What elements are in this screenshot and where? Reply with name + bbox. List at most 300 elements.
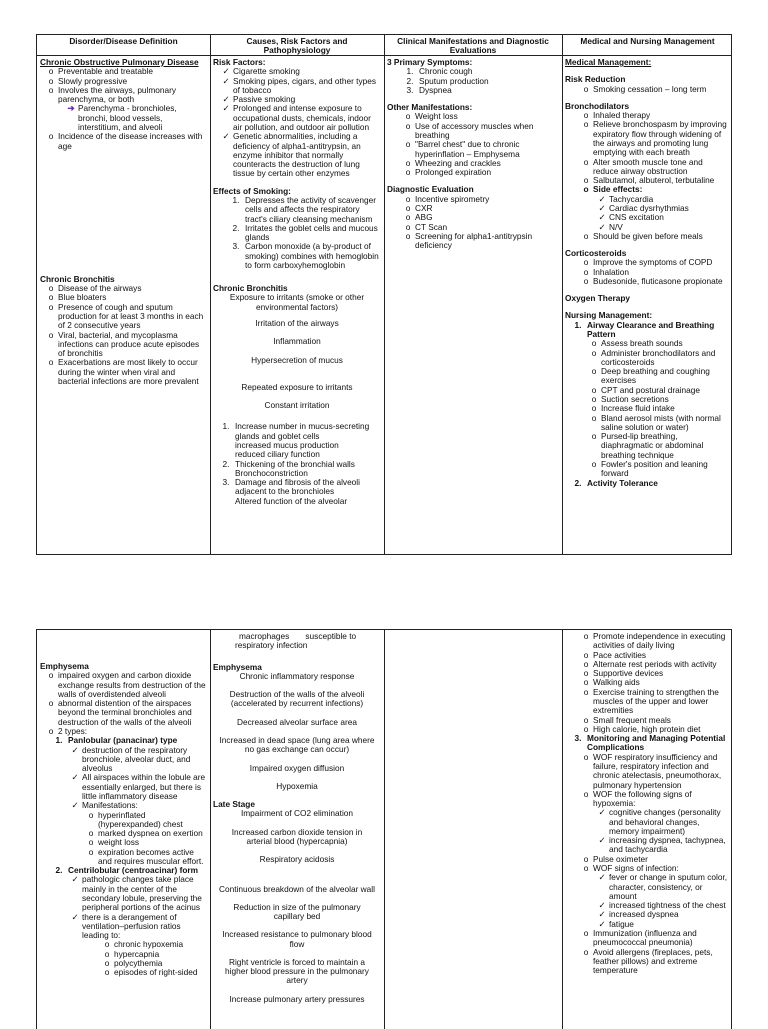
column-causes-cont (210, 630, 384, 1029)
flow-step: Decreased alveolar surface area (237, 716, 357, 727)
circle-bullet-icon: o (583, 184, 589, 195)
flow-step: Destruction of the walls of the alveoli (accelerated by recurrent infections) (229, 689, 365, 709)
list-item (213, 132, 381, 178)
list-item-text: ABG (415, 212, 433, 223)
section-heading: Other Manifestations: (387, 102, 473, 113)
circle-bullet-icon: o (583, 631, 589, 641)
circle-bullet-icon: o (591, 338, 597, 349)
arrow-bullet-icon: ➔ (67, 103, 75, 114)
section-heading: 3 Primary Symptoms: (387, 57, 473, 67)
circle-bullet-icon: o (583, 110, 589, 121)
flow-step: Right ventricle is forced to maintain a higher blood pressure in the pulmonary artery (225, 956, 369, 986)
list-number: 2. (55, 865, 63, 876)
circle-bullet-icon: o (405, 120, 411, 131)
circle-bullet-icon: o (583, 275, 589, 286)
list-item (213, 422, 381, 441)
flow-step: Increased resistance to pulmonary blood flow (222, 929, 372, 949)
circle-bullet-icon: o (48, 131, 54, 142)
list-item-text: Avoid allergens (fireplaces, pets, feather pillows) and extreme temperature (593, 946, 713, 976)
list-number: 1. (406, 66, 414, 77)
list-item-text: Wheezing and crackles (415, 157, 501, 168)
list-item (565, 479, 730, 488)
circle-bullet-icon: o (583, 928, 589, 938)
flow-step: Impairment of CO2 elimination (240, 808, 354, 819)
list-item-text: Inhaled therapy (593, 110, 651, 121)
circle-bullet-icon: o (405, 212, 411, 223)
list-item-text: Immunization (influenza and pneumococcal pneumonia) (593, 928, 697, 948)
list-item-text: fever or change in sputum color, character, consistency, or amount (609, 872, 728, 901)
circle-bullet-icon: o (583, 658, 589, 669)
list-number: 2. (406, 75, 414, 86)
list-item-text: hyperinflated (hyperexpanded) chest (98, 809, 183, 829)
list-item-text: increased tightness of the chest (609, 900, 726, 911)
section-heading: Late Stage (213, 799, 255, 810)
list-item (565, 734, 730, 753)
list-item (565, 929, 730, 948)
list-item-text: Exacerbations are most likely to occur during the winter when viral and bacterial infections are more prevalent (58, 357, 199, 386)
list-item (565, 277, 730, 286)
check-bullet-icon: ✓ (71, 800, 79, 811)
list-item-text: Budesonide, fluticasone propionate (593, 275, 723, 286)
list-item-text: Should be given before meals (593, 230, 703, 241)
circle-bullet-icon: o (405, 157, 411, 168)
check-bullet-icon: ✓ (71, 772, 79, 783)
list-item-text: there is a derangement of ventilation–perfusion ratios leading to: (82, 911, 181, 941)
header-manifestations: Clinical Manifestations and Diagnostic Evaluations (397, 36, 549, 55)
circle-bullet-icon: o (104, 967, 110, 978)
flow-step: Increased in dead space (lung area where no gas exchange can occur) (219, 734, 375, 755)
list-item (565, 910, 730, 919)
list-item-text: chronic hypoxemia (114, 939, 184, 950)
check-bullet-icon: ✓ (222, 75, 230, 86)
circle-bullet-icon: o (405, 167, 411, 178)
list-item-text: Prolonged expiration (415, 167, 492, 178)
list-item (40, 773, 207, 801)
section-heading: Risk Reduction (565, 74, 626, 85)
list-item (387, 195, 559, 204)
list-item-text: Increase fluid intake (601, 403, 675, 414)
list-item (40, 303, 207, 331)
circle-bullet-icon: o (48, 725, 54, 736)
flow-step: Increased carbon dioxide tension in arterial blood (hypercapnia) (231, 826, 363, 846)
list-item-text: Pulse oximeter (593, 853, 648, 864)
list-item-text: Use of accessory muscles when breathing (415, 120, 534, 140)
list-item-text: Supportive devices (593, 668, 664, 679)
section-heading: Medical Management: (565, 57, 652, 67)
list-item-text: Chronic cough (419, 66, 473, 77)
header-disorder: Disorder/Disease Definition (69, 36, 178, 46)
list-item (40, 671, 207, 699)
circle-bullet-icon: o (583, 686, 589, 697)
flow-step: Hypersecretion of mucus (251, 354, 343, 365)
list-item-text: Incidence of the disease increases with age (58, 131, 203, 151)
list-item-text: Preventable and treatable (58, 66, 154, 77)
list-item-text: Cigarette smoking (233, 66, 300, 77)
list-item-text: Pace activities (593, 649, 647, 660)
list-item-text: pathologic changes take place mainly in the center of the secondary lobule, preserving the peripheral portions of the acinus (82, 874, 202, 913)
list-item-text: Tachycardia (609, 193, 654, 204)
list-item (565, 349, 730, 368)
circle-bullet-icon: o (48, 283, 54, 294)
spacer (40, 151, 207, 275)
circle-bullet-icon: o (583, 677, 589, 688)
list-item-text: Prolonged and intense exposure to occupational dusts, chemicals, indoor air pollution, and outdoor air pollution (233, 103, 371, 132)
section-heading: Emphysema (213, 661, 262, 672)
spacer (40, 632, 207, 662)
list-item-text: CNS excitation (609, 212, 664, 223)
circle-bullet-icon: o (104, 948, 110, 959)
check-bullet-icon: ✓ (598, 807, 606, 818)
list-item-text: episodes of right-sided (114, 967, 198, 978)
list-item (565, 176, 730, 185)
list-item (40, 331, 207, 359)
list-item-text: Small frequent meals (593, 714, 671, 725)
circle-bullet-icon: o (88, 828, 94, 839)
spacer (213, 365, 381, 383)
list-item-text: Smoking pipes, cigars, and other types of tobacco (233, 75, 376, 95)
spacer (213, 270, 381, 284)
list-item (565, 948, 730, 976)
list-item-text: Slowly progressive (58, 75, 128, 86)
circle-bullet-icon: o (583, 175, 589, 186)
list-item (565, 367, 730, 386)
list-item-text: Incentive spirometry (415, 193, 490, 204)
list-item-text: Panlobular (panacinar) type (68, 735, 178, 746)
list-item-text: Blue bloaters (58, 292, 107, 303)
circle-bullet-icon: o (48, 329, 54, 340)
circle-bullet-icon: o (583, 853, 589, 864)
list-item (565, 873, 730, 901)
list-item-text: "Barrel chest" due to chronic hyperinflation – Emphysema (415, 139, 520, 159)
list-item-text: Weight loss (415, 111, 458, 122)
list-item (40, 913, 207, 941)
list-item-text: Salbutamol, albuterol, terbutaline (593, 175, 715, 186)
list-item (565, 632, 730, 651)
check-bullet-icon: ✓ (598, 212, 606, 223)
circle-bullet-icon: o (405, 111, 411, 122)
list-item (387, 86, 559, 95)
list-item (565, 836, 730, 855)
list-item-text: impaired oxygen and carbon dioxide exchange results from destruction of the walls of overdistended alveoli (58, 670, 206, 699)
list-item (387, 168, 559, 177)
circle-bullet-icon: o (583, 257, 589, 268)
circle-bullet-icon: o (583, 83, 589, 94)
circle-bullet-icon: o (583, 946, 589, 957)
list-item-text: Promote independence in executing activities of daily living (593, 631, 726, 651)
list-item-text: Screening for alpha1-antitrypsin deficiency (415, 230, 533, 251)
list-item (565, 232, 730, 241)
section-heading: Nursing Management: (565, 310, 653, 321)
flow-step: Inflammation (273, 336, 321, 347)
section-heading: Chronic Bronchitis (40, 273, 115, 284)
column-disorder-cont (37, 630, 210, 1029)
list-item (565, 120, 730, 157)
list-item-text: Side effects: (593, 184, 643, 195)
list-number: 1. (574, 319, 582, 330)
list-item-text: Carbon monoxide (a by-product of smoking) combines with hemoglobin to form carboxyhemoglobin (245, 241, 379, 270)
list-item (565, 414, 730, 433)
list-item-text: Depresses the activity of scavenger cells and affects the respiratory tract's ciliary cleansing mechanism (245, 194, 376, 224)
list-number: 3. (232, 241, 240, 252)
circle-bullet-icon: o (48, 66, 54, 77)
list-number: 1. (222, 421, 230, 432)
circle-bullet-icon: o (583, 156, 589, 167)
list-item (387, 140, 559, 159)
circle-bullet-icon: o (48, 292, 54, 303)
list-item (213, 224, 381, 243)
column-causes (210, 56, 384, 554)
list-item-text: CPT and postural drainage (601, 384, 701, 395)
list-item-text: Genetic abnormalities, including a deficiency of alpha1-antitrypsin, an enzyme inhibitor that normally counteracts the destruction of lung tissue by certain other enzymes (233, 131, 361, 179)
section-heading: Bronchodilators (565, 100, 630, 111)
list-item-text: increasing dyspnea, tachypnea, and tachycardia (609, 835, 726, 855)
list-item-text: CT Scan (415, 221, 448, 232)
list-item-text: Thickening of the bronchial walls (235, 458, 355, 469)
list-item-text: Exercise training to strengthen the muscles of the upper and lower extremities (593, 686, 719, 716)
flow-step: Repeated exposure to irritants (241, 381, 353, 392)
list-item (40, 811, 207, 830)
circle-bullet-icon: o (583, 230, 589, 241)
circle-bullet-icon: o (48, 357, 54, 368)
section-heading: Oxygen Therapy (565, 293, 631, 304)
list-item-text: abnormal distention of the airspaces beyond the terminal bronchioles and destruction of the walls of the alveoli (58, 698, 192, 727)
list-item-text: Passive smoking (233, 94, 296, 105)
list-item (565, 432, 730, 460)
text-line: Altered function of the alveolar (235, 495, 348, 506)
list-item-text: Inhalation (593, 266, 629, 277)
list-item (565, 321, 730, 340)
circle-bullet-icon: o (583, 788, 589, 799)
section-heading: Chronic Obstructive Pulmonary Disease (40, 57, 199, 67)
list-item-text: WOF respiratory insufficiency and failure, respiratory infection and chronic atelectasis, pneumothorax, pulmonary hypertension (593, 751, 722, 790)
list-item-text: Smoking cessation – long term (593, 83, 707, 94)
list-item-text: Disease of the airways (58, 283, 142, 294)
list-number: 1. (232, 194, 240, 205)
list-item-text: All airspaces within the lobule are essentially enlarged, but there is little inflammatory disease (82, 772, 206, 801)
list-item (40, 875, 207, 912)
list-number: 3. (574, 733, 582, 744)
check-bullet-icon: ✓ (598, 872, 606, 883)
section-heading: Emphysema (40, 661, 89, 671)
flow-step: Reduction in size of the pulmonary capillary bed (233, 901, 361, 922)
circle-bullet-icon: o (591, 431, 597, 442)
circle-bullet-icon: o (88, 837, 94, 848)
list-item-text: Parenchyma - bronchioles, bronchi, blood vessels, interstitium, and alveoli (78, 103, 177, 132)
check-bullet-icon: ✓ (222, 131, 230, 142)
check-bullet-icon: ✓ (222, 66, 230, 77)
text-line: respiratory infection (235, 640, 308, 651)
list-number: 2. (232, 222, 240, 233)
flow-step: Exposure to irritants (smoke or other environmental factors) (229, 292, 365, 312)
circle-bullet-icon: o (591, 384, 597, 395)
list-item (565, 85, 730, 94)
text-line: Bronchoconstriction (235, 467, 308, 478)
section-heading: Diagnostic Evaluation (387, 184, 474, 195)
list-item-text: CXR (415, 202, 433, 213)
circle-bullet-icon: o (88, 846, 94, 857)
circle-bullet-icon: o (405, 193, 411, 204)
list-item-text: Relieve bronchospasm by improving expiratory flow through widening of the airways and promoting lung emptying with each breath (593, 119, 727, 158)
list-item-text: hypercapnia (114, 948, 160, 959)
circle-bullet-icon: o (405, 139, 411, 150)
column-management-cont (562, 630, 733, 1029)
spacer (213, 651, 381, 663)
column-management (562, 56, 733, 554)
spacer (213, 865, 381, 885)
list-item-text: Sputum production (419, 75, 489, 86)
circle-bullet-icon: o (583, 266, 589, 277)
list-item (213, 242, 381, 270)
text-line: reduced ciliary function (235, 449, 320, 460)
flow-step: Continuous breakdown of the alveolar wall (219, 883, 375, 894)
circle-bullet-icon: o (583, 714, 589, 725)
list-item-text: Manifestations: (82, 800, 138, 811)
table-page-1 (36, 34, 732, 555)
circle-bullet-icon: o (104, 958, 110, 968)
list-item-text: Irritates the goblet cells and mucous glands (245, 222, 378, 243)
list-item-text: Viral, bacterial, and mycoplasma infections can produce acute episodes of bronchitis (58, 329, 200, 359)
list-item-text: High calorie, high protein diet (593, 723, 701, 734)
list-item (565, 258, 730, 267)
list-item (213, 77, 381, 96)
list-item-text: Deep breathing and coughing exercises (601, 366, 710, 386)
list-item (40, 358, 207, 386)
list-item-text: WOF signs of infection: (593, 863, 679, 874)
circle-bullet-icon: o (88, 809, 94, 820)
circle-bullet-icon: o (583, 119, 589, 130)
header-causes: Causes, Risk Factors and Pathophysiology (246, 36, 348, 55)
list-item (213, 104, 381, 132)
circle-bullet-icon: o (405, 202, 411, 213)
check-bullet-icon: ✓ (598, 900, 606, 911)
header-management: Medical and Nursing Management (580, 36, 715, 46)
section-heading: Corticosteroids (565, 248, 627, 259)
check-bullet-icon: ✓ (71, 874, 79, 885)
list-number: 3. (406, 84, 414, 95)
flow-step: Constant irritation (264, 400, 330, 411)
table-page-2 (36, 629, 732, 1029)
flow-step: Irritation of the airways (255, 318, 339, 329)
list-item-text: Airway Clearance and Breathing Pattern (587, 319, 715, 340)
check-bullet-icon: ✓ (598, 202, 606, 213)
check-bullet-icon: ✓ (71, 911, 79, 922)
check-bullet-icon: ✓ (598, 835, 606, 846)
list-item-text: WOF the following signs of hypoxemia: (593, 788, 692, 809)
list-item (387, 232, 559, 251)
list-item-text: N/V (609, 221, 623, 232)
list-item-text: Centrilobular (centroacinar) form (68, 865, 199, 876)
flow-step: Impaired oxygen diffusion (249, 762, 345, 773)
list-item-text: cognitive changes (personality and behavioral changes, memory impairment) (609, 807, 721, 836)
list-item-text: Bland aerosol mists (with normal saline solution or water) (601, 412, 721, 432)
list-item-text: Improve the symptoms of COPD (593, 257, 713, 268)
list-item (565, 158, 730, 177)
list-item (387, 204, 559, 213)
circle-bullet-icon: o (591, 412, 597, 423)
list-item (565, 688, 730, 716)
list-item (213, 196, 381, 224)
circle-bullet-icon: o (591, 394, 597, 404)
check-bullet-icon: ✓ (222, 94, 230, 105)
list-item-text: increased dyspnea (609, 909, 679, 920)
flow-step: Increase pulmonary artery pressures (229, 993, 365, 1004)
section-heading: Effects of Smoking: (213, 185, 291, 196)
list-item (565, 790, 730, 809)
list-item-text: Suction secretions (601, 394, 669, 404)
check-bullet-icon: ✓ (598, 221, 606, 232)
list-item-text: polycythemia (114, 958, 163, 968)
check-bullet-icon: ✓ (222, 103, 230, 114)
circle-bullet-icon: o (48, 301, 54, 312)
list-item (40, 699, 207, 727)
list-item-text: destruction of the respiratory bronchiole, alveolar duct, and alveolus (82, 744, 191, 774)
list-item-text: Damage and fibrosis of the alveoli adjacent to the bronchioles (235, 477, 360, 497)
circle-bullet-icon: o (591, 403, 597, 414)
column-manifestations-cont (384, 630, 562, 1029)
list-item (40, 86, 207, 105)
list-item (565, 669, 730, 678)
list-item-text: Dyspnea (419, 84, 452, 95)
circle-bullet-icon: o (583, 863, 589, 874)
check-bullet-icon: ✓ (598, 918, 606, 929)
text-line: increased mucus production (235, 440, 339, 450)
list-item (565, 753, 730, 790)
circle-bullet-icon: o (591, 458, 597, 469)
list-item-text: Activity Tolerance (587, 477, 658, 488)
list-number: 2. (574, 477, 582, 488)
circle-bullet-icon: o (591, 366, 597, 377)
text-line: macrophages susceptible to (239, 631, 357, 641)
list-number: 3. (222, 477, 230, 488)
circle-bullet-icon: o (583, 723, 589, 734)
list-item (565, 808, 730, 836)
circle-bullet-icon: o (405, 230, 411, 241)
list-item (213, 478, 381, 497)
circle-bullet-icon: o (591, 347, 597, 358)
list-item-text: Alter smooth muscle tone and reduce airway obstruction (593, 156, 703, 176)
check-bullet-icon: ✓ (598, 193, 606, 204)
circle-bullet-icon: o (48, 698, 54, 709)
list-item-text: Pursed-lip breathing, diaphragmatic or abdominal breathing technique (601, 431, 704, 460)
list-item-text: Alternate rest periods with activity (593, 658, 717, 669)
check-bullet-icon: ✓ (71, 744, 79, 755)
section-heading: Chronic Bronchitis (213, 283, 288, 294)
column-manifestations (384, 56, 562, 554)
list-item-text: expiration becomes active and requires muscular effort. (98, 846, 204, 866)
section-heading: Risk Factors: (213, 57, 266, 67)
list-item-text: Increase number in mucus-secreting glands and goblet cells (235, 421, 370, 441)
list-item (387, 122, 559, 141)
column-disorder (37, 56, 210, 554)
circle-bullet-icon: o (583, 649, 589, 660)
list-item (40, 746, 207, 774)
list-item (40, 968, 207, 977)
list-item-text: Administer bronchodilators and corticosteroids (601, 347, 716, 367)
list-item-text: weight loss (98, 837, 140, 848)
list-number: 2. (222, 458, 230, 469)
list-item-text: Involves the airways, pulmonary parenchyma, or both (58, 84, 177, 105)
check-bullet-icon: ✓ (598, 909, 606, 920)
list-item (565, 460, 730, 479)
circle-bullet-icon: o (583, 751, 589, 762)
list-item (40, 132, 207, 151)
list-item-text: Assess breath sounds (601, 338, 683, 349)
list-item-text: Presence of cough and sputum production for at least 3 months in each of 2 consecutive years (58, 301, 204, 331)
circle-bullet-icon: o (48, 670, 54, 681)
list-item (40, 848, 207, 867)
list-item (40, 104, 207, 132)
list-item-text: Fowler's position and leaning forward (601, 458, 708, 479)
